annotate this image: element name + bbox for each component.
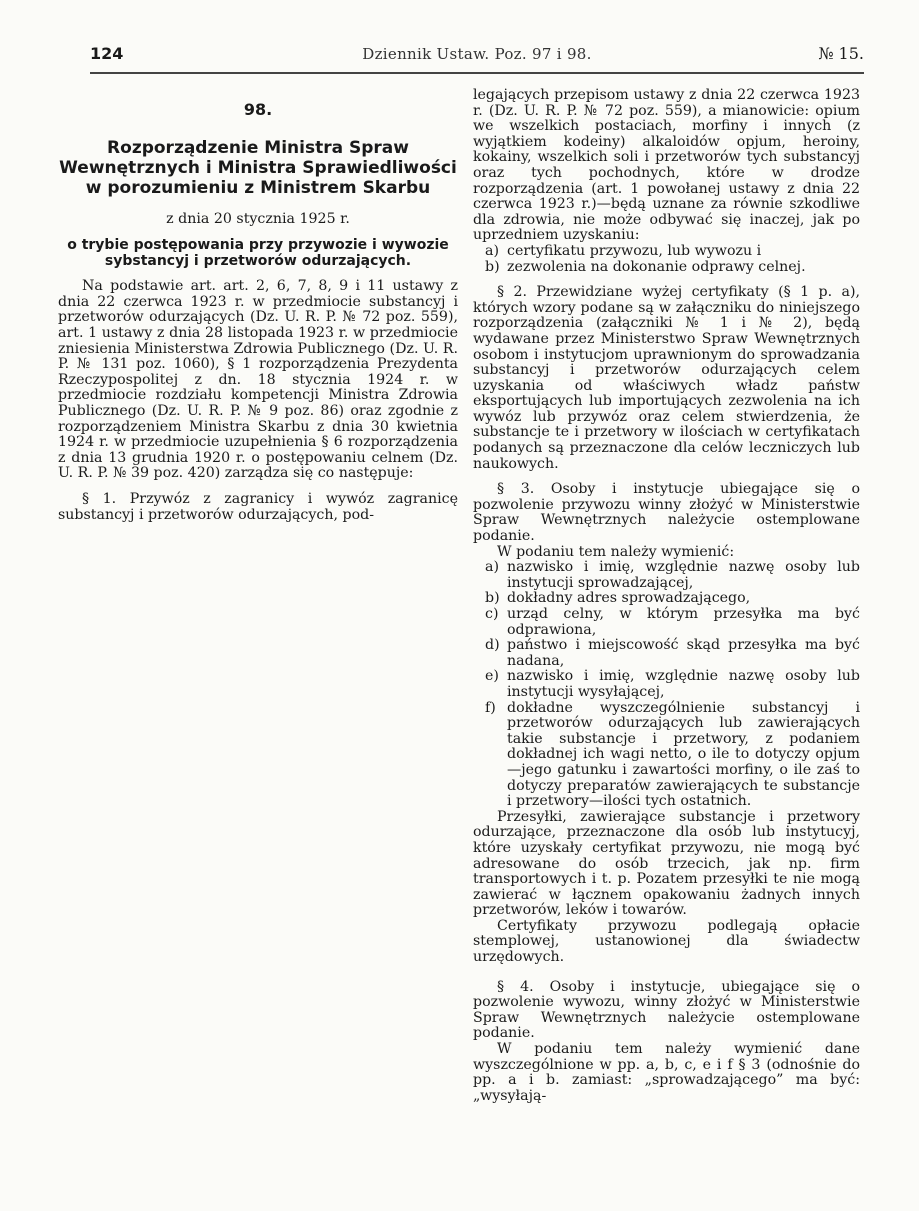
certificates-paragraph: Certyfikaty przywozu podlegają opłacie stemplowej, ustanowionej dla świadectw urzędowych. — [473, 917, 860, 966]
page-header — [90, 44, 864, 68]
list-item — [473, 607, 860, 638]
list-item-text: nazwisko i imię, względnie nazwę osoby lub instytucji sprowadzającej, — [507, 559, 860, 591]
list-item-label: e) — [485, 668, 499, 685]
section-3-paragraph: § 3. Osoby i instytucje ubiegające się o pozwolenie przywozu winny złożyć w Ministerstwie Spraw Wewnętrznych należycie ostemplowane podanie. — [473, 481, 860, 545]
list-item-text: nazwisko i imię, względnie nazwę osoby lub instytucji wysyłającej, — [507, 668, 860, 700]
act-date: z dnia 20 stycznia 1925 r. — [166, 210, 350, 227]
list-item-text: dokładne wyszczególnienie substancyj i przetworów odurzających lub zawierających takie substancje i przetwory, z podaniem dokładnej ich wagi netto, o ile to dotyczy opjum—jego gatunku i zawartości morfiny, o ile zaś to dotyczy preparatów zawierających te substancje i przetwory—ilości tych ostatnich. — [507, 699, 860, 810]
act-subject: o trybie postępowania przy przywozie i wywozie sybstancyj i przetworów odurzających. — [67, 237, 449, 270]
section-2-paragraph: § 2. Przewidziane wyżej certyfikaty (§ 1 p. a), których wzory podane są w załączniku do niniejszego rozporządzenia (załączniki № 1 i № 2), będą wydawane przez Ministerstwo Spraw Wewnętrznych osobom i instytucjom uprawnionym do sprowadzania substancyj i przetworów odurzających celem uzyskania od właściwych władz państw eksportujących lub importujących zezwolenia na ich wywóz lub przywóz oraz celem stwierdzenia, że substancje te i przetwory w ilościach w certyfikatach podanych są przeznaczone dla celów leczniczych lub naukowych. — [473, 284, 860, 472]
preamble-paragraph: Na podstawie art. art. 2, 6, 7, 8, 9 i 11 ustawy z dnia 22 czerwca 1923 r. w przedmiocie substancyj i przetworów odurzających (Dz. U. R. P. № 72 poz. 559), art. 1 ustawy z dnia 28 listopada 1923 r. w przedmiocie zniesienia Ministerstwa Zdrowia Publicznego (Dz. U. R. P. № 131 poz. 1060), § 1 rozporządzenia Prezydenta Rzeczypospolitej z dn. 18 stycznia 1924 r. w przedmiocie rozdziału kompetencji Ministra Zdrowia Publicznego (Dz. U. R. P. № 9 poz. 86) oraz zgodnie z rozporządzeniem Ministra Skarbu z dnia 30 kwietnia 1924 r. w przedmiocie uzupełnienia § 6 rozporządzenia z dnia 13 grudnia 1920 r. o postępowaniu celnem (Dz. U. R. P. № 39 poz. 420) zarządza się co następuje: — [58, 278, 458, 482]
section-4-paragraph: § 4. Osoby i instytucje, ubiegające się o pozwolenie wywozu, winny złożyć w Ministerstwie Spraw Wewnętrznych należycie ostemplowane podanie. — [473, 978, 860, 1042]
list-item — [473, 669, 860, 700]
list-item-label: c) — [485, 606, 499, 622]
shipments-paragraph: Przesyłki, zawierające substancje i przetwory odurzające, przeznaczone dla osób lub instytucyj, które uzyskały certyfikat przywozu, nie mogą być adresowane do osób trzecich, jak np. firm transportowych i t. p. Pozatem przesyłki te nie mogą zawierać w łącznem opakowaniu żadnych innych przetworów, leków i towarów. — [473, 808, 860, 919]
list-item — [473, 560, 860, 591]
header-rule — [90, 72, 864, 74]
list-item — [473, 701, 860, 810]
list-item-text: urząd celny, w którym przesyłka ma być odprawiona, — [507, 606, 860, 638]
list-item-text: państwo i miejscowość skąd przesyłka ma być nadana, — [507, 637, 860, 669]
list-item-label: b) — [485, 590, 500, 607]
act-number: 98. — [243, 100, 273, 119]
list-item-text: dokładny adres sprowadzającego, — [507, 590, 751, 607]
list-item — [473, 244, 860, 260]
list-item-text: certyfikatu przywozu, lub wywozu i — [507, 242, 762, 259]
page-number: 124 — [90, 44, 124, 63]
list-item — [473, 260, 860, 276]
running-title: Dziennik Ustaw. Poz. 97 i 98. — [362, 45, 592, 63]
list-item — [473, 591, 860, 607]
issue-number: № 15. — [818, 44, 864, 63]
section-1-continuation: legających przepisom ustawy z dnia 22 czerwca 1923 r. (Dz. U. R. P. № 72 poz. 559), a mianowicie: opium we wszelkich postaciach, morfiny i innych (z wyjątkiem kodeiny) alkaloidów opjum, heroiny, kokainy, wszelkich soli i przetworów tych substancyj oraz tych pochodnych, które w drodze rozporządzenia (art. 1 powołanej ustawy z dnia 22 czerwca 1923 r.)—będą uznane za równie szkodliwe dla zdrowia, nie może odbywać się inaczej, jak po uprzedniem uzyskaniu: — [473, 87, 860, 244]
list-item-label: d) — [485, 637, 500, 654]
list-item-label: b) — [485, 258, 500, 275]
act-title: Rozporządzenie Ministra Spraw Wewnętrznych i Ministra Sprawiedliwości w porozumieniu z Ministrem Skarbu — [59, 137, 457, 198]
section-4-continuation: W podaniu tem należy wymienić dane wyszczególnione w pp. a, b, c, e i f § 3 (odnośnie do pp. a i b. zamiast: „sprowadzającego” ma być: „wysyłają- — [473, 1041, 860, 1104]
right-column — [473, 88, 860, 1104]
section-1-paragraph: § 1. Przywóz z zagranicy i wywóz zagranicę substancyj i przetworów odurzających, pod- — [58, 490, 458, 523]
list-item-text: zezwolenia na dokonanie odprawy celnej. — [507, 258, 806, 275]
left-column — [58, 88, 458, 523]
list-item — [473, 638, 860, 669]
list-item-label: a) — [485, 242, 499, 259]
list-item-label: a) — [485, 559, 499, 576]
section-3-intro: W podaniu tem należy wymienić: — [497, 543, 735, 560]
list-item-label: f) — [485, 699, 496, 716]
